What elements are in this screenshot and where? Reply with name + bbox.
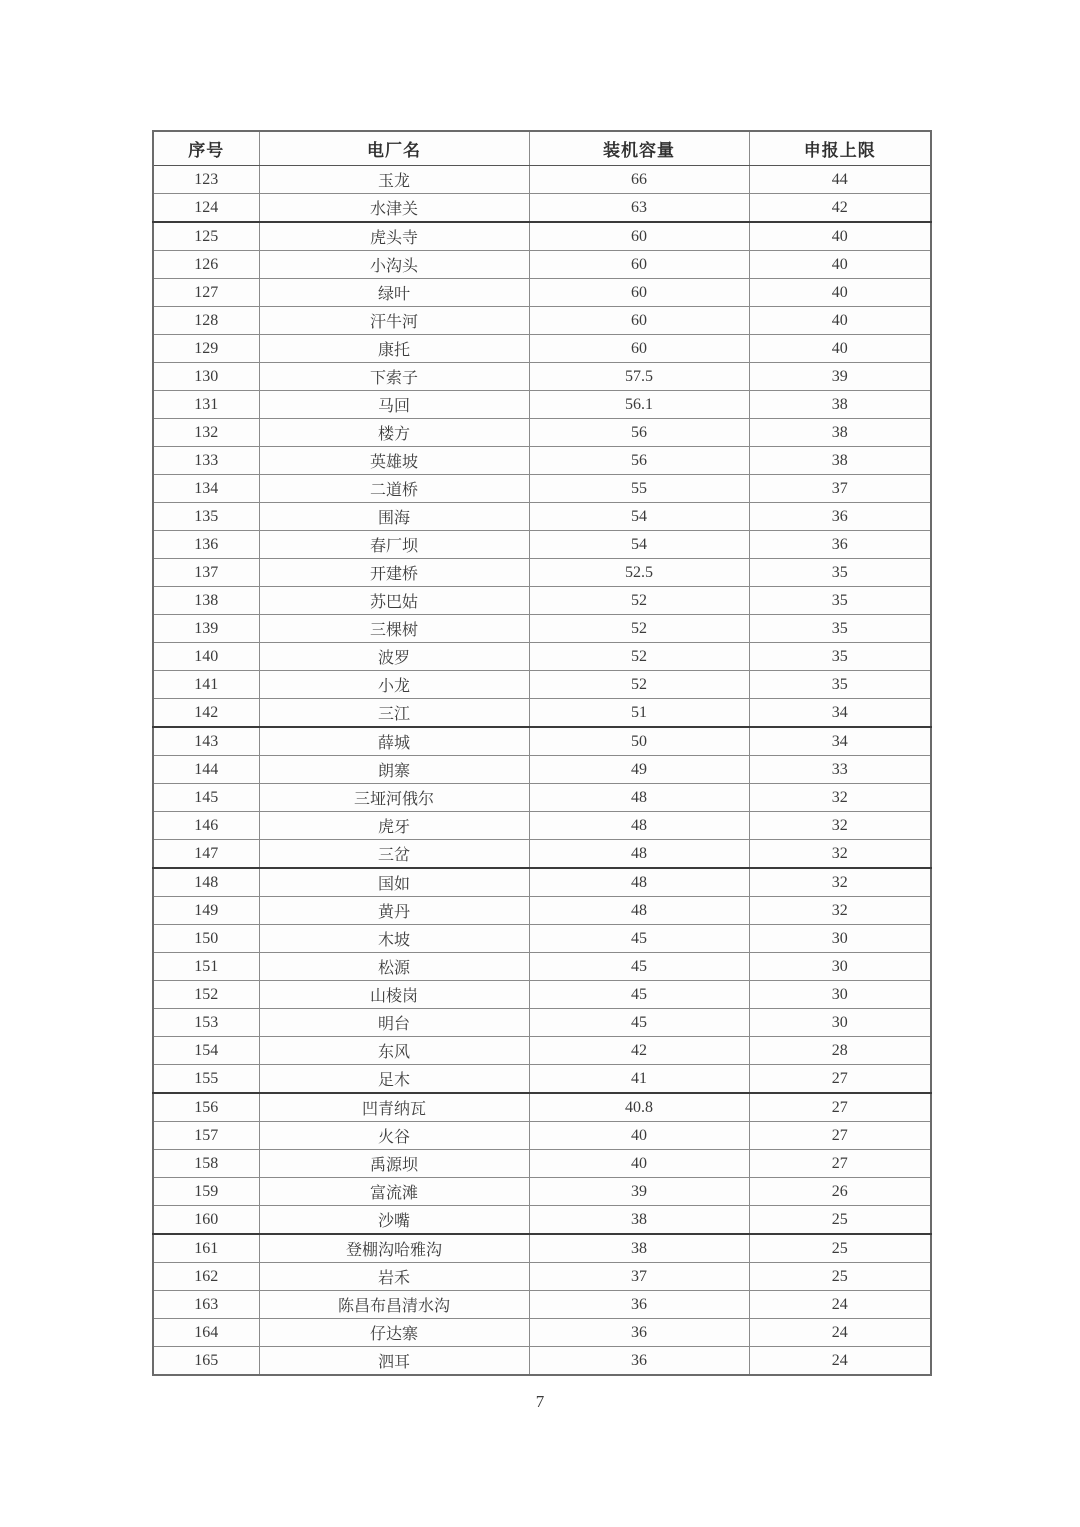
- cell-plant-name: 朗寨: [259, 756, 529, 784]
- power-plant-table: [152, 130, 932, 1376]
- table-row: [153, 643, 931, 671]
- cell-serial: 148: [153, 868, 259, 897]
- table-row: [153, 307, 931, 335]
- cell-plant-name: 登棚沟哈雅沟: [259, 1234, 529, 1263]
- cell-plant-name: 三江: [259, 699, 529, 728]
- cell-limit: 34: [749, 727, 931, 756]
- cell-plant-name: 虎头寺: [259, 222, 529, 251]
- cell-plant-name: 小龙: [259, 671, 529, 699]
- table-row: [153, 925, 931, 953]
- table-row: [153, 1206, 931, 1235]
- table-row: [153, 222, 931, 251]
- cell-serial: 138: [153, 587, 259, 615]
- cell-plant-name: 小沟头: [259, 251, 529, 279]
- cell-serial: 144: [153, 756, 259, 784]
- cell-limit: 26: [749, 1178, 931, 1206]
- table-row: [153, 279, 931, 307]
- cell-plant-name: 木坡: [259, 925, 529, 953]
- cell-capacity: 45: [529, 981, 749, 1009]
- cell-serial: 146: [153, 812, 259, 840]
- cell-capacity: 60: [529, 222, 749, 251]
- cell-serial: 125: [153, 222, 259, 251]
- cell-serial: 128: [153, 307, 259, 335]
- cell-plant-name: 国如: [259, 868, 529, 897]
- cell-limit: 35: [749, 587, 931, 615]
- cell-serial: 130: [153, 363, 259, 391]
- cell-capacity: 39: [529, 1178, 749, 1206]
- cell-capacity: 45: [529, 925, 749, 953]
- table-row: [153, 981, 931, 1009]
- cell-capacity: 38: [529, 1206, 749, 1235]
- cell-capacity: 52: [529, 615, 749, 643]
- cell-plant-name: 三岔: [259, 840, 529, 869]
- table-row: [153, 559, 931, 587]
- cell-limit: 24: [749, 1291, 931, 1319]
- cell-limit: 35: [749, 643, 931, 671]
- cell-limit: 27: [749, 1150, 931, 1178]
- table-row: [153, 335, 931, 363]
- table-row: [153, 1291, 931, 1319]
- table-row: [153, 194, 931, 223]
- cell-limit: 32: [749, 868, 931, 897]
- cell-plant-name: 山棱岗: [259, 981, 529, 1009]
- cell-capacity: 52.5: [529, 559, 749, 587]
- table-row: [153, 671, 931, 699]
- header-declared-limit: 申报上限: [749, 131, 931, 166]
- cell-limit: 37: [749, 475, 931, 503]
- cell-plant-name: 玉龙: [259, 166, 529, 194]
- cell-plant-name: 东风: [259, 1037, 529, 1065]
- cell-capacity: 41: [529, 1065, 749, 1094]
- table-row: [153, 363, 931, 391]
- cell-plant-name: 水津关: [259, 194, 529, 223]
- table-row: [153, 756, 931, 784]
- table-body: [153, 166, 931, 1376]
- table-row: [153, 1009, 931, 1037]
- table-row: [153, 727, 931, 756]
- cell-serial: 154: [153, 1037, 259, 1065]
- cell-serial: 151: [153, 953, 259, 981]
- cell-plant-name: 康托: [259, 335, 529, 363]
- cell-plant-name: 薛城: [259, 727, 529, 756]
- cell-serial: 124: [153, 194, 259, 223]
- cell-serial: 129: [153, 335, 259, 363]
- cell-limit: 28: [749, 1037, 931, 1065]
- cell-serial: 123: [153, 166, 259, 194]
- cell-limit: 38: [749, 419, 931, 447]
- cell-capacity: 42: [529, 1037, 749, 1065]
- cell-serial: 135: [153, 503, 259, 531]
- header-row: [153, 131, 931, 166]
- cell-capacity: 48: [529, 897, 749, 925]
- cell-limit: 40: [749, 222, 931, 251]
- cell-limit: 38: [749, 447, 931, 475]
- cell-serial: 155: [153, 1065, 259, 1094]
- cell-serial: 142: [153, 699, 259, 728]
- table-row: [153, 953, 931, 981]
- cell-serial: 161: [153, 1234, 259, 1263]
- cell-serial: 158: [153, 1150, 259, 1178]
- cell-capacity: 49: [529, 756, 749, 784]
- cell-capacity: 38: [529, 1234, 749, 1263]
- table-row: [153, 447, 931, 475]
- cell-capacity: 45: [529, 1009, 749, 1037]
- cell-plant-name: 松源: [259, 953, 529, 981]
- cell-plant-name: 火谷: [259, 1122, 529, 1150]
- cell-capacity: 63: [529, 194, 749, 223]
- cell-plant-name: 禹源坝: [259, 1150, 529, 1178]
- cell-serial: 165: [153, 1347, 259, 1376]
- cell-limit: 30: [749, 925, 931, 953]
- table-row: [153, 475, 931, 503]
- table-row: [153, 812, 931, 840]
- cell-limit: 36: [749, 503, 931, 531]
- table-row: [153, 587, 931, 615]
- cell-capacity: 36: [529, 1347, 749, 1376]
- cell-serial: 139: [153, 615, 259, 643]
- cell-limit: 35: [749, 559, 931, 587]
- cell-capacity: 37: [529, 1263, 749, 1291]
- table-row: [153, 251, 931, 279]
- cell-plant-name: 岩禾: [259, 1263, 529, 1291]
- cell-limit: 24: [749, 1347, 931, 1376]
- cell-limit: 25: [749, 1234, 931, 1263]
- cell-limit: 24: [749, 1319, 931, 1347]
- cell-capacity: 50: [529, 727, 749, 756]
- table-row: [153, 615, 931, 643]
- cell-serial: 136: [153, 531, 259, 559]
- page-number: 7: [535, 1392, 545, 1411]
- cell-capacity: 52: [529, 643, 749, 671]
- cell-plant-name: 陈昌布昌清水沟: [259, 1291, 529, 1319]
- cell-serial: 162: [153, 1263, 259, 1291]
- cell-capacity: 55: [529, 475, 749, 503]
- cell-capacity: 54: [529, 531, 749, 559]
- table-row: [153, 897, 931, 925]
- cell-limit: 32: [749, 812, 931, 840]
- cell-limit: 38: [749, 391, 931, 419]
- table-row: [153, 1319, 931, 1347]
- cell-capacity: 56.1: [529, 391, 749, 419]
- table-row: [153, 1122, 931, 1150]
- cell-serial: 156: [153, 1093, 259, 1122]
- cell-serial: 131: [153, 391, 259, 419]
- cell-serial: 137: [153, 559, 259, 587]
- cell-limit: 32: [749, 784, 931, 812]
- cell-limit: 27: [749, 1065, 931, 1094]
- cell-serial: 157: [153, 1122, 259, 1150]
- cell-serial: 141: [153, 671, 259, 699]
- cell-limit: 30: [749, 981, 931, 1009]
- cell-limit: 32: [749, 840, 931, 869]
- cell-serial: 159: [153, 1178, 259, 1206]
- cell-limit: 40: [749, 335, 931, 363]
- cell-serial: 143: [153, 727, 259, 756]
- cell-plant-name: 马回: [259, 391, 529, 419]
- cell-limit: 34: [749, 699, 931, 728]
- table-row: [153, 1093, 931, 1122]
- cell-serial: 147: [153, 840, 259, 869]
- cell-capacity: 40: [529, 1150, 749, 1178]
- table-row: [153, 531, 931, 559]
- table-header: [153, 131, 931, 166]
- table-row: [153, 503, 931, 531]
- cell-capacity: 57.5: [529, 363, 749, 391]
- cell-plant-name: 三垭河俄尔: [259, 784, 529, 812]
- cell-capacity: 60: [529, 251, 749, 279]
- cell-serial: 132: [153, 419, 259, 447]
- cell-capacity: 48: [529, 868, 749, 897]
- cell-capacity: 60: [529, 307, 749, 335]
- cell-serial: 152: [153, 981, 259, 1009]
- cell-capacity: 51: [529, 699, 749, 728]
- cell-capacity: 52: [529, 587, 749, 615]
- cell-serial: 145: [153, 784, 259, 812]
- cell-limit: 40: [749, 279, 931, 307]
- cell-limit: 36: [749, 531, 931, 559]
- cell-capacity: 45: [529, 953, 749, 981]
- cell-serial: 150: [153, 925, 259, 953]
- cell-capacity: 48: [529, 840, 749, 869]
- cell-plant-name: 明台: [259, 1009, 529, 1037]
- cell-plant-name: 泗耳: [259, 1347, 529, 1376]
- cell-serial: 160: [153, 1206, 259, 1235]
- cell-limit: 33: [749, 756, 931, 784]
- table-row: [153, 1234, 931, 1263]
- cell-limit: 30: [749, 1009, 931, 1037]
- cell-capacity: 36: [529, 1291, 749, 1319]
- cell-capacity: 56: [529, 419, 749, 447]
- cell-plant-name: 下索子: [259, 363, 529, 391]
- cell-capacity: 54: [529, 503, 749, 531]
- cell-plant-name: 沙嘴: [259, 1206, 529, 1235]
- cell-serial: 163: [153, 1291, 259, 1319]
- cell-serial: 140: [153, 643, 259, 671]
- cell-serial: 133: [153, 447, 259, 475]
- table-row: [153, 419, 931, 447]
- cell-plant-name: 二道桥: [259, 475, 529, 503]
- cell-plant-name: 英雄坡: [259, 447, 529, 475]
- table-row: [153, 1037, 931, 1065]
- cell-capacity: 60: [529, 335, 749, 363]
- cell-plant-name: 苏巴姑: [259, 587, 529, 615]
- cell-plant-name: 富流滩: [259, 1178, 529, 1206]
- cell-capacity: 40.8: [529, 1093, 749, 1122]
- table-row: [153, 391, 931, 419]
- cell-limit: 27: [749, 1122, 931, 1150]
- cell-capacity: 52: [529, 671, 749, 699]
- cell-plant-name: 三棵树: [259, 615, 529, 643]
- cell-limit: 40: [749, 251, 931, 279]
- cell-plant-name: 波罗: [259, 643, 529, 671]
- table-row: [153, 1065, 931, 1094]
- table-row: [153, 166, 931, 194]
- table-row: [153, 784, 931, 812]
- cell-serial: 127: [153, 279, 259, 307]
- cell-capacity: 40: [529, 1122, 749, 1150]
- cell-plant-name: 仔达寨: [259, 1319, 529, 1347]
- cell-plant-name: 足木: [259, 1065, 529, 1094]
- cell-limit: 40: [749, 307, 931, 335]
- cell-plant-name: 汗牛河: [259, 307, 529, 335]
- table-row: [153, 1347, 931, 1376]
- cell-serial: 153: [153, 1009, 259, 1037]
- cell-limit: 39: [749, 363, 931, 391]
- cell-plant-name: 围海: [259, 503, 529, 531]
- cell-limit: 35: [749, 615, 931, 643]
- cell-limit: 32: [749, 897, 931, 925]
- cell-serial: 164: [153, 1319, 259, 1347]
- cell-serial: 149: [153, 897, 259, 925]
- cell-plant-name: 绿叶: [259, 279, 529, 307]
- cell-limit: 42: [749, 194, 931, 223]
- cell-plant-name: 春厂坝: [259, 531, 529, 559]
- cell-plant-name: 黄丹: [259, 897, 529, 925]
- table-row: [153, 1150, 931, 1178]
- table-row: [153, 699, 931, 728]
- cell-limit: 35: [749, 671, 931, 699]
- cell-limit: 30: [749, 953, 931, 981]
- table-row: [153, 1178, 931, 1206]
- cell-plant-name: 虎牙: [259, 812, 529, 840]
- cell-limit: 25: [749, 1206, 931, 1235]
- cell-limit: 44: [749, 166, 931, 194]
- header-installed-capacity: 装机容量: [529, 131, 749, 166]
- table-row: [153, 840, 931, 869]
- cell-capacity: 56: [529, 447, 749, 475]
- table-row: [153, 868, 931, 897]
- cell-serial: 126: [153, 251, 259, 279]
- cell-capacity: 36: [529, 1319, 749, 1347]
- cell-plant-name: 凹青纳瓦: [259, 1093, 529, 1122]
- cell-limit: 27: [749, 1093, 931, 1122]
- cell-limit: 25: [749, 1263, 931, 1291]
- cell-serial: 134: [153, 475, 259, 503]
- cell-plant-name: 楼方: [259, 419, 529, 447]
- cell-capacity: 48: [529, 784, 749, 812]
- header-serial: 序号: [153, 131, 259, 166]
- cell-plant-name: 开建桥: [259, 559, 529, 587]
- cell-capacity: 48: [529, 812, 749, 840]
- header-plant-name: 电厂名: [259, 131, 529, 166]
- cell-capacity: 60: [529, 279, 749, 307]
- table-row: [153, 1263, 931, 1291]
- cell-capacity: 66: [529, 166, 749, 194]
